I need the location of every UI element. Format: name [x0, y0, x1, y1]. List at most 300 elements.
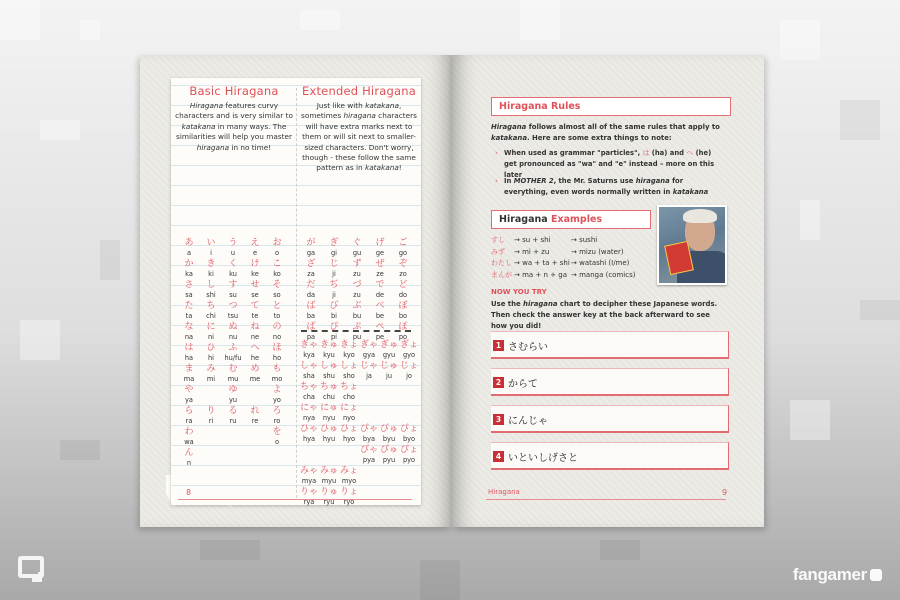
- romaji-label: ne: [250, 333, 260, 341]
- kana-glyph: ふ: [228, 343, 238, 353]
- dashed-separator: [301, 330, 411, 332]
- kana-glyph: ぶ: [352, 301, 362, 311]
- kana-glyph: の: [272, 322, 282, 332]
- ext-cell: [347, 259, 367, 280]
- kana-glyph: ぎゃ: [359, 340, 378, 350]
- romaji-label: [359, 393, 379, 403]
- kana-glyph: [379, 403, 399, 414]
- kana-glyph: ろ: [272, 406, 282, 416]
- romaji-label: nyo: [342, 414, 356, 422]
- romaji-label: [201, 438, 221, 448]
- romaji-label: myo: [341, 477, 357, 485]
- romaji-label: a: [186, 249, 192, 257]
- example-jp: わたし: [491, 259, 512, 267]
- romaji-label: [223, 438, 243, 448]
- combo-cell: [399, 487, 419, 508]
- kana-glyph: と: [272, 301, 282, 311]
- romaji-label: hyu: [322, 435, 336, 443]
- rules-bullet-1: › When used as grammar "particles", は (ha) and へ (he) get pronounced as "wa" and "e" instead – more on this later: [495, 149, 715, 179]
- romaji-label: myu: [321, 477, 337, 485]
- romaji-label: nya: [302, 414, 316, 422]
- kana-glyph: ひゃ: [299, 424, 318, 434]
- romaji-label: ho: [272, 354, 282, 362]
- right-footer-label: Hiragana: [488, 488, 520, 496]
- romaji-label: pyo: [402, 456, 416, 464]
- kana-glyph: ひょ: [339, 424, 358, 434]
- example-parts: → su + shi: [514, 236, 551, 244]
- kana-glyph: みゃ: [299, 466, 318, 476]
- romaji-label: ji: [332, 291, 336, 299]
- romaji-label: ko: [273, 270, 281, 278]
- combo-cell: [379, 382, 399, 403]
- kana-glyph: ざ: [306, 259, 316, 269]
- kana-glyph: し: [206, 280, 216, 290]
- kana-glyph: みょ: [339, 466, 358, 476]
- romaji-label: za: [307, 270, 315, 278]
- kana-glyph: [399, 403, 419, 414]
- romaji-label: ka: [185, 270, 193, 278]
- ext-cell: [393, 259, 413, 280]
- answer-line-2: [491, 368, 729, 396]
- romaji-label: sho: [343, 372, 355, 380]
- answer-number-badge: 4: [493, 451, 504, 462]
- romaji-label: hyo: [342, 435, 356, 443]
- kana-glyph: [399, 487, 419, 498]
- card-divider: [296, 88, 297, 498]
- kana-glyph: [245, 448, 265, 459]
- romaji-label: ni: [207, 333, 214, 341]
- romaji-label: hya: [302, 435, 316, 443]
- rules-header: Hiragana Rules: [491, 97, 731, 116]
- kana-glyph: る: [228, 406, 238, 416]
- right-page-number: 9: [722, 488, 728, 497]
- kana-glyph: [399, 466, 419, 477]
- basic-cell: [245, 343, 265, 364]
- kana-glyph: は: [184, 343, 194, 353]
- romaji-label: wa: [184, 438, 194, 446]
- combo-cell: [319, 487, 339, 508]
- kana-glyph: にゃ: [300, 403, 318, 413]
- romaji-label: ru: [229, 417, 237, 425]
- kana-glyph: にょ: [340, 403, 358, 413]
- ext-cell: [324, 259, 344, 280]
- romaji-label: bu: [352, 312, 362, 320]
- combo-cell: [359, 424, 379, 445]
- kana-glyph: ぎょ: [399, 340, 418, 350]
- kana-glyph: べ: [375, 301, 385, 311]
- romaji-label: [223, 459, 243, 469]
- basic-hiragana-grid: [179, 238, 287, 469]
- romaji-label: ju: [385, 372, 392, 380]
- kana-glyph: きゅ: [319, 340, 338, 350]
- combo-cell: [339, 424, 359, 445]
- kana-glyph: め: [250, 364, 260, 374]
- combo-cell: [359, 466, 379, 487]
- kana-glyph: び: [329, 301, 339, 311]
- kana-glyph: しゅ: [319, 361, 338, 371]
- romaji-label: zu: [353, 270, 361, 278]
- kana-glyph: ぼ: [398, 301, 408, 311]
- ext-cell: [301, 259, 321, 280]
- kana-glyph: [359, 403, 379, 414]
- romaji-label: chu: [323, 393, 335, 401]
- combo-cell: [299, 340, 319, 361]
- hiragana-chart-card: [171, 78, 421, 505]
- basic-cell: [223, 406, 243, 427]
- romaji-label: pu: [352, 333, 362, 341]
- basic-hiragana-column: [175, 84, 293, 153]
- kana-glyph: ば: [306, 301, 316, 311]
- kana-glyph: せ: [250, 280, 260, 290]
- basic-cell: [245, 238, 265, 259]
- combo-cell: [299, 361, 319, 382]
- romaji-label: kyu: [323, 351, 335, 359]
- kana-glyph: ど: [398, 280, 408, 290]
- combo-cell: [319, 424, 339, 445]
- basic-cell: [245, 385, 265, 406]
- kana-glyph: ぽ: [398, 322, 408, 332]
- romaji-label: se: [251, 291, 259, 299]
- basic-cell: [201, 406, 221, 427]
- kana-glyph: れ: [250, 406, 260, 416]
- kana-glyph: びゅ: [379, 424, 398, 434]
- combo-cell: [359, 403, 379, 424]
- romaji-label: ro: [273, 417, 281, 425]
- romaji-label: ga: [306, 249, 316, 257]
- romaji-label: na: [184, 333, 194, 341]
- answer-word: いといしげさと: [508, 453, 578, 464]
- romaji-label: ryu: [323, 498, 335, 506]
- ext-cell: [324, 280, 344, 301]
- basic-cell: [267, 427, 287, 448]
- combo-cell: [359, 382, 379, 403]
- kana-glyph: す: [228, 280, 238, 290]
- kana-glyph: ちゃ: [299, 382, 318, 392]
- basic-cell: [201, 259, 221, 280]
- kana-glyph: や: [184, 385, 194, 395]
- ext-cell: [347, 280, 367, 301]
- kana-glyph: じょ: [399, 361, 418, 371]
- basic-cell: [267, 280, 287, 301]
- combo-cell: [339, 487, 359, 508]
- romaji-label: mi: [206, 375, 216, 383]
- romaji-label: cho: [343, 393, 355, 401]
- romaji-label: o: [274, 249, 280, 257]
- combo-cell: [299, 445, 319, 466]
- romaji-label: chi: [206, 312, 216, 320]
- basic-cell: [267, 301, 287, 322]
- romaji-label: ryo: [343, 498, 355, 506]
- romaji-label: o: [274, 438, 280, 446]
- basic-cell: [245, 406, 265, 427]
- romaji-label: n: [186, 459, 192, 467]
- example-en: → sushi: [571, 236, 598, 244]
- romaji-label: zo: [399, 270, 407, 278]
- kana-glyph: ぜ: [375, 259, 385, 269]
- basic-cell: [201, 322, 221, 343]
- romaji-label: yu: [228, 396, 238, 404]
- romaji-label: [379, 393, 399, 403]
- answer-number-badge: 1: [493, 340, 504, 351]
- basic-cell: [245, 280, 265, 301]
- example-parts: → wa + ta + shi: [514, 259, 570, 267]
- combo-cell: [319, 445, 339, 466]
- romaji-label: pyu: [382, 456, 396, 464]
- kana-glyph: う: [228, 238, 238, 248]
- kana-glyph: が: [306, 238, 316, 248]
- kana-glyph: ひゅ: [319, 424, 338, 434]
- basic-cell: [201, 427, 221, 448]
- combo-cell: [319, 382, 339, 403]
- kana-glyph: ぴゅ: [379, 445, 398, 455]
- examples-list: [491, 235, 635, 281]
- romaji-label: so: [273, 291, 281, 299]
- combo-cell: [339, 340, 359, 361]
- romaji-label: mo: [271, 375, 283, 383]
- example-parts: → ma + n + ga: [514, 270, 567, 279]
- basic-cell: [267, 238, 287, 259]
- basic-hiragana-intro: Hiragana features curvy characters and is very similar to katakana in many ways. The similarities will help you master hiragana in no time!: [175, 101, 293, 152]
- romaji-label: me: [249, 375, 261, 383]
- combo-cell: [319, 361, 339, 382]
- basic-cell: [223, 301, 243, 322]
- basic-cell: [267, 343, 287, 364]
- romaji-label: rya: [303, 498, 315, 506]
- romaji-label: shu: [323, 372, 335, 380]
- romaji-label: te: [251, 312, 259, 320]
- kana-glyph: [245, 427, 265, 438]
- rules-intro: Hiragana follows almost all of the same rules that apply to katakana. Here are some extra things to note:: [491, 123, 720, 142]
- ext-cell: [370, 301, 390, 322]
- romaji-label: [267, 459, 287, 469]
- answer-word: さむらい: [508, 342, 548, 353]
- rules-bullet-2: › In MOTHER 2, the Mr. Saturns use hiragana for everything, even words normally written in katakana: [495, 177, 709, 196]
- kana-glyph: [339, 445, 359, 456]
- romaji-label: to: [273, 312, 281, 320]
- romaji-label: ki: [208, 270, 214, 278]
- combo-cell: [399, 466, 419, 487]
- kana-glyph: ちょ: [339, 382, 358, 392]
- combo-cell: [379, 340, 399, 361]
- basic-cell: [223, 238, 243, 259]
- basic-cell: [245, 322, 265, 343]
- answer-word: にんじゃ: [508, 416, 548, 427]
- left-page: [140, 55, 452, 527]
- romaji-label: [245, 438, 265, 448]
- romaji-label: bya: [362, 435, 376, 443]
- kana-glyph: ぷ: [352, 322, 362, 332]
- kana-glyph: [223, 448, 243, 459]
- basic-cell: [201, 385, 221, 406]
- romaji-label: gu: [352, 249, 362, 257]
- basic-cell: [179, 427, 199, 448]
- basic-cell: [179, 322, 199, 343]
- basic-cell: [223, 280, 243, 301]
- basic-cell: [223, 448, 243, 469]
- example-row: [491, 235, 635, 247]
- combo-cell: [319, 340, 339, 361]
- extended-hiragana-column: [300, 84, 418, 174]
- basic-cell: [201, 448, 221, 469]
- kana-glyph: て: [250, 301, 260, 311]
- example-row: [491, 270, 635, 282]
- kana-glyph: ぎ: [329, 238, 339, 248]
- romaji-label: tsu: [227, 312, 239, 320]
- combo-cell: [399, 445, 419, 466]
- romaji-label: ha: [184, 354, 194, 362]
- combo-cell: [399, 361, 419, 382]
- kana-glyph: だ: [306, 280, 316, 290]
- romaji-label: de: [375, 291, 385, 299]
- romaji-label: ge: [375, 249, 385, 257]
- kana-glyph: ぴ: [329, 322, 339, 332]
- kana-glyph: [201, 427, 221, 438]
- kana-glyph: ぎゅ: [379, 340, 398, 350]
- combo-hiragana-grid: [299, 340, 419, 508]
- kana-glyph: [223, 427, 243, 438]
- kana-glyph: りゅ: [319, 487, 338, 497]
- romaji-label: su: [229, 291, 237, 299]
- kana-glyph: ほ: [272, 343, 282, 353]
- example-jp: みず: [491, 247, 505, 256]
- ext-cell: [370, 280, 390, 301]
- romaji-label: ze: [376, 270, 384, 278]
- combo-cell: [399, 340, 419, 361]
- basic-cell: [179, 238, 199, 259]
- kana-glyph: [299, 445, 319, 456]
- right-page: [452, 55, 764, 527]
- kana-glyph: わ: [184, 427, 194, 437]
- left-page-number: 8: [186, 488, 192, 497]
- example-en: → manga (comics): [571, 270, 636, 279]
- romaji-label: [379, 477, 399, 487]
- kana-glyph: ぞ: [398, 259, 408, 269]
- photo-man-with-game: [657, 205, 727, 285]
- combo-cell: [399, 424, 419, 445]
- fangamer-logo: fangamer: [793, 565, 882, 585]
- combo-cell: [379, 403, 399, 424]
- example-jp: すし: [491, 236, 505, 244]
- kana-glyph: き: [206, 259, 216, 269]
- kana-glyph: きゃ: [299, 340, 318, 350]
- combo-cell: [399, 382, 419, 403]
- right-footer-rule: [486, 499, 726, 500]
- romaji-label: [399, 414, 419, 424]
- romaji-label: bi: [330, 312, 338, 320]
- example-en: → mizu (water): [571, 247, 624, 256]
- basic-cell: [179, 385, 199, 406]
- combo-cell: [299, 382, 319, 403]
- romaji-label: gi: [330, 249, 338, 257]
- kana-glyph: ら: [184, 406, 194, 416]
- kana-glyph: へ: [250, 343, 260, 353]
- romaji-label: [359, 477, 379, 487]
- romaji-label: byu: [382, 435, 396, 443]
- kana-glyph: け: [250, 259, 260, 269]
- kana-glyph: [359, 382, 379, 393]
- kana-glyph: ね: [250, 322, 260, 332]
- basic-cell: [201, 343, 221, 364]
- basic-hiragana-title: Basic Hiragana: [189, 84, 279, 98]
- romaji-label: yo: [273, 396, 281, 404]
- romaji-label: ja: [366, 372, 372, 380]
- kana-glyph: く: [228, 259, 238, 269]
- extended-hiragana-title: Extended Hiragana: [302, 84, 416, 98]
- basic-cell: [267, 406, 287, 427]
- combo-cell: [379, 424, 399, 445]
- kana-glyph: こ: [272, 259, 282, 269]
- kana-glyph: ぢ: [329, 280, 339, 290]
- combo-cell: [359, 445, 379, 466]
- extended-hiragana-grid: [301, 238, 413, 343]
- kana-glyph: ち: [206, 301, 216, 311]
- kana-glyph: [245, 385, 265, 396]
- romaji-label: [201, 459, 221, 469]
- ext-cell: [301, 280, 321, 301]
- combo-cell: [339, 445, 359, 466]
- romaji-label: shi: [206, 291, 216, 299]
- romaji-label: [359, 414, 379, 424]
- romaji-label: pya: [362, 456, 376, 464]
- romaji-label: mu: [227, 375, 239, 383]
- romaji-label: he: [250, 354, 260, 362]
- basic-cell: [179, 259, 199, 280]
- romaji-label: re: [251, 417, 259, 425]
- kana-glyph: い: [206, 238, 216, 248]
- combo-cell: [299, 403, 319, 424]
- romaji-label: gyo: [402, 351, 416, 359]
- combo-cell: [399, 403, 419, 424]
- basic-cell: [267, 364, 287, 385]
- kana-glyph: に: [206, 322, 216, 332]
- open-booklet: [140, 55, 764, 527]
- basic-cell: [245, 364, 265, 385]
- romaji-label: i: [210, 249, 212, 257]
- answer-number-badge: 2: [493, 377, 504, 388]
- kana-glyph: え: [250, 238, 260, 248]
- basic-cell: [223, 259, 243, 280]
- kana-glyph: みゅ: [319, 466, 338, 476]
- romaji-label: be: [375, 312, 385, 320]
- kana-glyph: も: [272, 364, 282, 374]
- romaji-label: pe: [375, 333, 385, 341]
- romaji-label: sha: [303, 372, 315, 380]
- romaji-label: sa: [185, 291, 193, 299]
- kana-glyph: ご: [398, 238, 408, 248]
- kana-glyph: [319, 445, 339, 456]
- now-you-try-instructions: Use the hiragana chart to decipher these Japanese words. Then check the answer key at the back afterward to see how you did!: [491, 300, 718, 330]
- kana-glyph: [359, 487, 379, 498]
- combo-cell: [299, 466, 319, 487]
- answer-line-1: [491, 331, 729, 359]
- romaji-label: [299, 456, 319, 466]
- ext-cell: [393, 301, 413, 322]
- ext-cell: [301, 301, 321, 322]
- basic-cell: [201, 301, 221, 322]
- romaji-label: gyu: [382, 351, 396, 359]
- romaji-label: kyo: [343, 351, 355, 359]
- basic-cell: [179, 280, 199, 301]
- romaji-label: byo: [402, 435, 416, 443]
- basic-cell: [179, 343, 199, 364]
- romaji-label: u: [230, 249, 236, 257]
- kana-glyph: ちゅ: [319, 382, 338, 392]
- romaji-label: pi: [330, 333, 338, 341]
- romaji-label: no: [272, 333, 282, 341]
- combo-cell: [379, 445, 399, 466]
- romaji-label: [399, 393, 419, 403]
- kana-glyph: で: [375, 280, 385, 290]
